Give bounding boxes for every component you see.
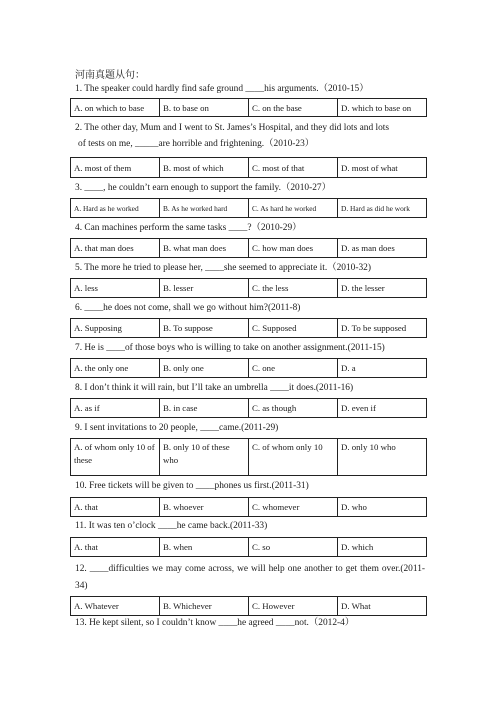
- question-8: 8. I don’t think it will rain, but I’ll take an umbrella ____it does.(2011-16): [75, 383, 354, 393]
- options-table-7: [70, 358, 427, 378]
- option-b: B. only one: [160, 359, 249, 378]
- option-b: B. whoever: [160, 498, 249, 517]
- option-d: D. only 10 who: [338, 439, 427, 476]
- section-heading: 河南真题从句：: [75, 70, 145, 81]
- question-1: 1. The speaker could hardly find safe ground ____his arguments.（2010-15）: [75, 84, 369, 94]
- question-12: 12. ____difficulties we may come across, we will help one another to get them over.(2011-34): [75, 564, 425, 591]
- option-b: B. lesser: [160, 279, 249, 298]
- question-6: 6. ____he does not come, shall we go without him?(2011-8): [75, 303, 301, 313]
- option-b: B. Whichever: [160, 597, 249, 616]
- option-d: D. Hard as did he work: [338, 199, 427, 218]
- option-a: A. most of them: [71, 158, 160, 178]
- options-table-2: [70, 157, 427, 178]
- question-5: 5. The more he tried to please her, ____she seemed to appreciate it.（2010-32): [75, 263, 371, 273]
- option-d: D. What: [338, 597, 427, 616]
- option-c: C. one: [249, 359, 338, 378]
- option-a: A. Hard as he worked: [71, 199, 160, 218]
- option-a: A. that: [71, 498, 160, 517]
- option-c: C. However: [249, 597, 338, 616]
- option-d: D. most of what: [338, 158, 427, 178]
- option-c: C. whomever: [249, 498, 338, 517]
- option-d: D. which: [338, 538, 427, 557]
- option-d: D. who: [338, 498, 427, 517]
- option-a: A. Whatever: [71, 597, 160, 616]
- option-d: D. To be supposed: [338, 319, 427, 338]
- question-10: 10. Free tickets will be given to ____phones us first.(2011-31): [75, 481, 309, 491]
- option-d: D. a: [338, 359, 427, 378]
- option-a: A. the only one: [71, 359, 160, 378]
- option-d: D. the lesser: [338, 279, 427, 298]
- option-b: B. As he worked hard: [160, 199, 249, 218]
- option-b: B. to base on: [160, 99, 249, 117]
- options-table-5: [70, 278, 427, 298]
- option-c: C. of whom only 10: [249, 439, 338, 476]
- options-table-4: [70, 238, 427, 258]
- option-d: D. which to base on: [338, 99, 427, 117]
- options-table-12: [70, 596, 427, 616]
- options-table-6: [70, 318, 427, 338]
- option-a: A. on which to base: [71, 99, 160, 117]
- options-table-8: [70, 398, 427, 418]
- option-c: C. as though: [249, 399, 338, 418]
- options-table-3: [70, 198, 427, 218]
- question-13: 13. He kept silent, so I couldn’t know ____he agreed ____not.（2012-4）: [75, 618, 355, 628]
- option-d: D. even if: [338, 399, 427, 418]
- option-b: B. only 10 of these who: [160, 439, 249, 476]
- question-3: 3. ____, he couldn’t earn enough to support the family.（2010-27）: [75, 183, 331, 193]
- option-c: C. so: [249, 538, 338, 557]
- option-b: B. what man does: [160, 239, 249, 258]
- option-a: A. as if: [71, 399, 160, 418]
- option-a: A. that: [71, 538, 160, 557]
- option-a: A. that man does: [71, 239, 160, 258]
- option-b: B. most of which: [160, 158, 249, 178]
- option-c: C. As hard he worked: [249, 199, 338, 218]
- option-a: A. of whom only 10 of these: [71, 439, 160, 476]
- question-2-continued: of tests on me, _____are horrible and frightening.（2010-23）: [78, 139, 315, 149]
- option-b: B. when: [160, 538, 249, 557]
- options-table-1: [70, 98, 427, 117]
- options-table-10: [70, 497, 427, 517]
- options-table-9: [70, 438, 427, 476]
- option-c: C. Supposed: [249, 319, 338, 338]
- option-b: B. in case: [160, 399, 249, 418]
- option-a: A. Supposing: [71, 319, 160, 338]
- question-2: 2. The other day, Mum and I went to St. James’s Hospital, and they did lots and lots: [75, 123, 390, 133]
- question-7: 7. He is ____of those boys who is willing to take on another assignment.(2011-15): [75, 343, 385, 353]
- options-table-11: [70, 537, 427, 557]
- option-c: C. the less: [249, 279, 338, 298]
- option-a: A. less: [71, 279, 160, 298]
- option-c: C. on the base: [249, 99, 338, 117]
- option-c: C. most of that: [249, 158, 338, 178]
- question-4: 4. Can machines perform the same tasks ____?（2010-29）: [75, 223, 302, 233]
- option-d: D. as man does: [338, 239, 427, 258]
- option-b: B. To suppose: [160, 319, 249, 338]
- question-9: 9. I sent invitations to 20 people, ____came.(2011-29): [75, 423, 279, 433]
- question-11: 11. It was ten o’clock ____he came back.(2011-33): [75, 521, 268, 531]
- option-c: C. how man does: [249, 239, 338, 258]
